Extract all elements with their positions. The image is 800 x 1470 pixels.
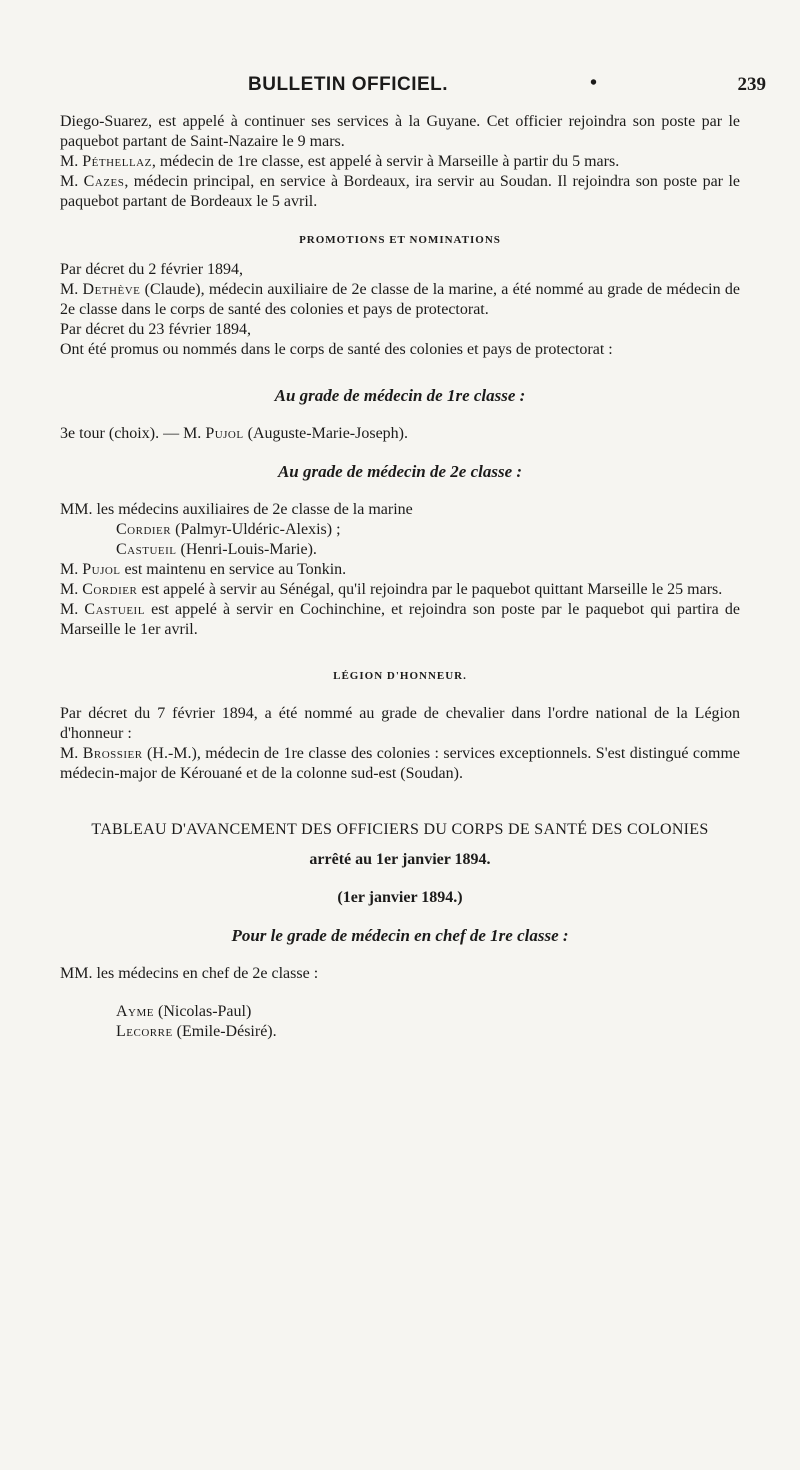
paragraph-text: (H.-M.), médecin de 1re classe des colonies : services exceptionnels. S'est distingué comme médecin-major de Kérouané et de la colonne sud-est (Soudan). bbox=[60, 745, 740, 782]
person-name: Dethève bbox=[82, 281, 141, 298]
person-name: Castueil bbox=[116, 541, 177, 558]
grade-heading: Pour le grade de médecin en chef de 1re classe : bbox=[231, 926, 569, 945]
paragraph-text: , médecin principal, en service à Bordeaux, ira servir au Soudan. Il rejoindra son poste par le paquebot partant de Bordeaux le 5 avril. bbox=[60, 173, 740, 210]
prefix: 3e tour (choix). — M. bbox=[60, 425, 202, 442]
tableau-date: (1er janvier 1894.) bbox=[337, 889, 463, 906]
paragraph-text: est maintenu en service au Tonkin. bbox=[120, 561, 347, 578]
given-names: (Palmyr-Uldéric-Alexis) ; bbox=[171, 521, 341, 538]
person-name: Cordier bbox=[116, 521, 172, 538]
given-names: (Henri-Louis-Marie). bbox=[176, 541, 317, 558]
person-name: Péthellaz bbox=[82, 153, 152, 170]
person-name: Cordier bbox=[82, 581, 138, 598]
given-names: (Nicolas-Paul) bbox=[154, 1003, 252, 1020]
prefix: M. bbox=[60, 561, 79, 578]
paragraph-dethieve bbox=[60, 280, 740, 320]
person-name: Cazes bbox=[83, 173, 125, 190]
prefix: M. bbox=[60, 745, 79, 762]
given-names: (Emile-Désiré). bbox=[172, 1023, 277, 1040]
paragraph-text: est appelé à servir en Cochinchine, et rejoindra son poste par le paquebot qui partira de Marseille le 1er avril. bbox=[60, 601, 741, 638]
header-bullet: • bbox=[590, 72, 598, 94]
paragraph-text: , médecin de 1re classe, est appelé à servir à Marseille à partir du 5 mars. bbox=[151, 153, 620, 170]
paragraph-continuation: Diego-Suarez, est appelé à continuer ses services à la Guyane. Cet officier rejoindra son poste par le paquebot partant de Saint-Nazaire le 9 mars. bbox=[60, 113, 740, 150]
paragraph-pethellaz bbox=[60, 152, 740, 172]
grade-intro: MM. les médecins auxiliaires de 2e classe de la marine bbox=[60, 501, 413, 518]
person-name: Pujol bbox=[205, 425, 244, 442]
name-entry bbox=[60, 520, 740, 540]
name-entry bbox=[60, 1002, 740, 1022]
prefix: M. bbox=[60, 601, 79, 618]
paragraph-cazes bbox=[60, 172, 740, 212]
decree-text: Ont été promus ou nommés dans le corps de santé des colonies et pays de protectorat : bbox=[60, 341, 613, 358]
paragraph-pujol bbox=[60, 560, 740, 580]
person-name: Lecorre bbox=[116, 1023, 173, 1040]
person-name: Pujol bbox=[82, 561, 121, 578]
person-name: Brossier bbox=[82, 745, 143, 762]
name-entry bbox=[60, 540, 740, 560]
prefix: M. bbox=[60, 153, 79, 170]
paragraph-castueil bbox=[60, 600, 740, 640]
prefix: M. bbox=[60, 581, 79, 598]
page-number: 239 bbox=[737, 74, 766, 95]
prefix: M. bbox=[60, 281, 79, 298]
paragraph-text: (Auguste-Marie-Joseph). bbox=[243, 425, 409, 442]
paragraph-text: (Claude), médecin auxiliaire de 2e classe de la marine, a été nommé au grade de médecin de 2e classe dans le corps de santé des colonies et pays de protectorat. bbox=[60, 281, 741, 318]
person-name: Castueil bbox=[84, 601, 145, 618]
grade-entry bbox=[60, 424, 740, 444]
grade-heading: Au grade de médecin de 1re classe : bbox=[274, 386, 526, 405]
grade-heading: Au grade de médecin de 2e classe : bbox=[277, 462, 523, 481]
page-header bbox=[0, 70, 800, 100]
paragraph-cordier bbox=[60, 580, 740, 600]
decree-line: Par décret du 23 février 1894, bbox=[60, 321, 252, 338]
tableau-subtitle: arrêté au 1er janvier 1894. bbox=[309, 851, 491, 868]
prefix: M. bbox=[60, 173, 79, 190]
page-body bbox=[60, 112, 740, 1042]
paragraph-text: est appelé à servir au Sénégal, qu'il rejoindra par le paquebot quittant Marseille le 25 mars. bbox=[137, 581, 723, 598]
running-title: BULLETIN OFFICIEL. bbox=[248, 74, 449, 95]
section-heading-legion: LÉGION D'HONNEUR. bbox=[333, 670, 467, 682]
name-entry bbox=[60, 1022, 740, 1042]
person-name: Ayme bbox=[116, 1003, 154, 1020]
paragraph-brossier bbox=[60, 744, 740, 784]
tableau-title: TABLEAU D'AVANCEMENT DES OFFICIERS DU CORPS DE SANTÉ DES COLONIES bbox=[91, 821, 709, 838]
decree-text: Par décret du 7 février 1894, a été nommé au grade de chevalier dans l'ordre national de la Légion d'honneur : bbox=[60, 705, 740, 742]
decree-line: Par décret du 2 février 1894, bbox=[60, 261, 244, 278]
section-heading-promotions: PROMOTIONS ET NOMINATIONS bbox=[299, 234, 501, 246]
grade-intro: MM. les médecins en chef de 2e classe : bbox=[60, 965, 319, 982]
